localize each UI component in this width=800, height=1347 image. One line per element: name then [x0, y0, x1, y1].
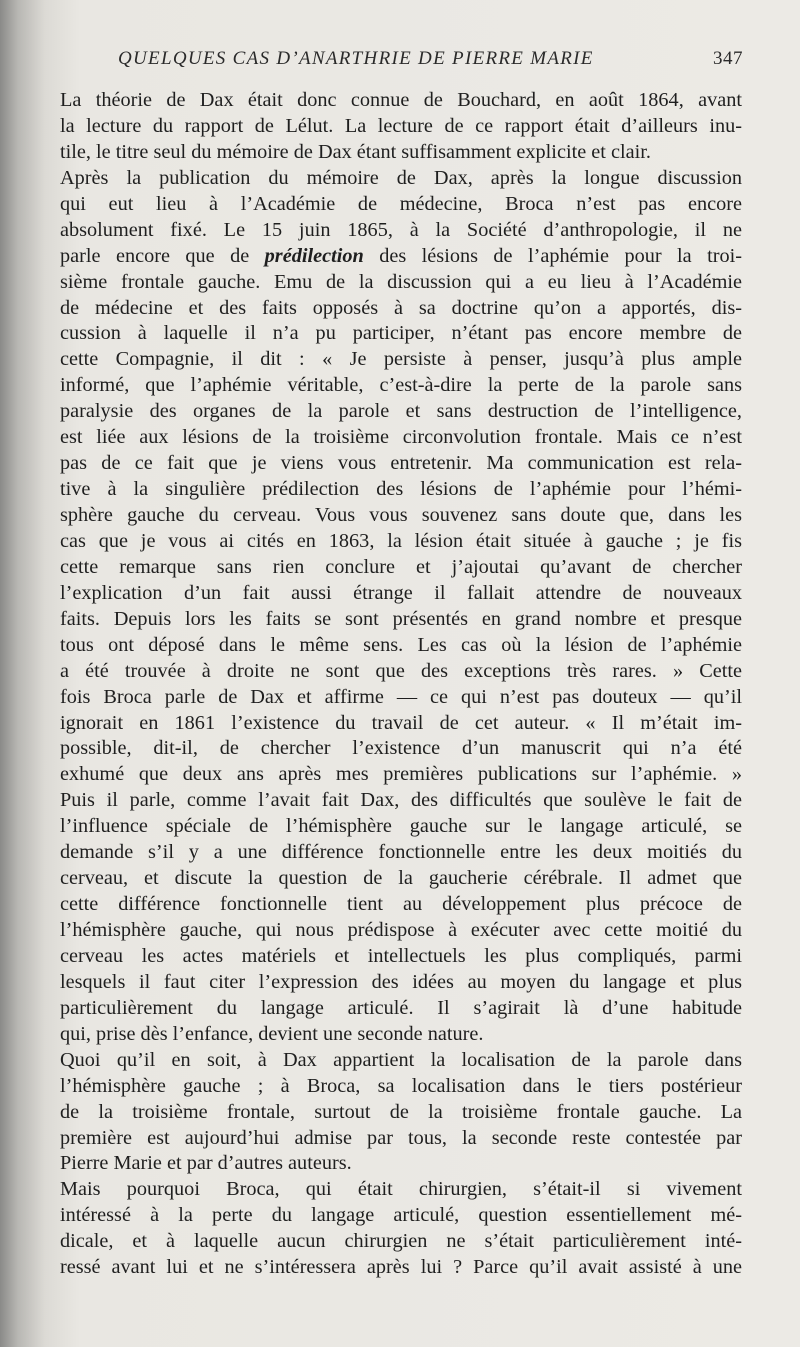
- text-line: [60, 970, 742, 996]
- text-line: [60, 762, 742, 788]
- text-line-content: lesquels il faut citer l’expression des idées au moyen du langage et plus: [60, 970, 742, 993]
- text-line-content: informé, que l’aphémie véritable, c’est-à-dire la perte de la parole sans: [60, 374, 742, 397]
- text-line-segment: parle encore que de: [60, 244, 250, 267]
- text-line: [60, 347, 742, 373]
- text-line: [60, 373, 742, 399]
- text-line: [60, 607, 742, 633]
- text-line-content: Puis il parle, comme l’avait fait Dax, des difficultés que soulève le fait de: [60, 789, 742, 812]
- text-line: [60, 296, 742, 322]
- text-line: [60, 88, 742, 114]
- text-line: [60, 996, 742, 1022]
- text-line: [60, 399, 742, 425]
- text-line-content: absolument fixé. Le 15 juin 1865, à la Société d’anthropologie, il ne: [60, 218, 742, 241]
- text-line: [60, 944, 742, 970]
- text-line-content: exhumé que deux ans après mes premières publications sur l’aphémie. »: [60, 763, 742, 786]
- text-line-content: possible, dit-il, de chercher l’existence d’un manuscrit qui n’a été: [60, 737, 742, 760]
- text-line: [60, 711, 742, 737]
- text-line: [60, 1126, 742, 1152]
- text-line-content: La théorie de Dax était donc connue de Bouchard, en août 1864, avant: [60, 89, 742, 111]
- text-line: [60, 736, 742, 762]
- text-line-content: sième frontale gauche. Emu de la discussion qui a eu lieu à l’Académie: [60, 270, 742, 293]
- text-line-content: l’influence spéciale de l’hémisphère gauche sur le langage articulé, se: [60, 815, 742, 838]
- text-line-content: ressé avant lui et ne s’intéressera après lui ? Parce qu’il avait assisté à une: [60, 1256, 742, 1279]
- text-line-content: sphère gauche du cerveau. Vous vous souvenez sans doute que, dans les: [60, 504, 742, 526]
- text-line-content: première est aujourd’hui admise par tous, la seconde reste contestée par: [60, 1126, 742, 1149]
- text-line-content: paralysie des organes de la parole et sans destruction de l’intelligence,: [60, 400, 742, 423]
- text-line-content: a été trouvée à droite ne sont que des exceptions très rares. » Cette: [60, 659, 742, 682]
- text-line-content: l’hémisphère gauche, qui nous prédispose à exécuter avec cette moitié du: [60, 919, 742, 941]
- emphasized-term: prédilection: [264, 244, 364, 267]
- text-line: [60, 425, 742, 451]
- text-line: [60, 555, 742, 581]
- text-line: [60, 1100, 742, 1126]
- text-line-content: Mais pourquoi Broca, qui était chirurgien, s’était-il si vivement: [60, 1178, 742, 1201]
- text-line-content: demande s’il y a une différence fonctionnelle entre les deux moitiés du: [60, 841, 742, 864]
- text-line: [60, 244, 742, 270]
- text-line: [60, 321, 742, 347]
- text-line-content: faits. Depuis lors les faits se sont présentés en grand nombre et presque: [60, 607, 742, 630]
- text-line-content: cerveau les actes matériels et intellectuels les plus compliqués, parmi: [60, 944, 742, 967]
- text-line-content: Après la publication du mémoire de Dax, après la longue discussion: [60, 166, 742, 189]
- text-line: [60, 1151, 742, 1177]
- text-line: [60, 192, 742, 218]
- text-line: [60, 477, 742, 503]
- text-line: [60, 270, 742, 296]
- text-line-content: cerveau, et discute la question de la gaucherie cérébrale. Il admet que: [60, 867, 742, 890]
- text-line: [60, 918, 742, 944]
- text-line-content: qui eut lieu à l’Académie de médecine, Broca n’est pas encore: [60, 192, 742, 215]
- text-line: [60, 1203, 742, 1229]
- text-line: [60, 1048, 742, 1074]
- text-line-content: Quoi qu’il en soit, à Dax appartient la localisation de la parole dans: [60, 1048, 742, 1071]
- text-line-content: tous ont déposé dans le même sens. Les cas où la lésion de l’aphémie: [60, 633, 742, 656]
- text-line-content: cussion à laquelle il n’a pu participer, n’étant pas encore membre de: [60, 322, 742, 345]
- text-line: [60, 1074, 742, 1100]
- text-line-content: tile, le titre seul du mémoire de Dax étant suffisamment explicite et clair.: [60, 140, 651, 163]
- text-line-content: cette Compagnie, il dit : « Je persiste à penser, jusqu’à plus ample: [60, 348, 742, 371]
- text-line-content: dicale, et à laquelle aucun chirurgien ne s’était particulièrement inté-: [60, 1230, 742, 1253]
- text-line-content: ignorait en 1861 l’existence du travail de cet auteur. « Il m’était im-: [60, 711, 742, 734]
- text-line-content: cette différence fonctionnelle tient au développement plus précoce de: [60, 893, 742, 916]
- text-line-content: qui, prise dès l’enfance, devient une seconde nature.: [60, 1022, 484, 1045]
- text-line-content: l’hémisphère gauche ; à Broca, sa localisation dans le tiers postérieur: [60, 1074, 742, 1097]
- text-line-content: pas de ce fait que je viens vous entretenir. Ma communication est rela-: [60, 452, 742, 475]
- text-line: [60, 788, 742, 814]
- text-line: [60, 451, 742, 477]
- text-line: [60, 685, 742, 711]
- text-line: [60, 659, 742, 685]
- text-line: [60, 1255, 742, 1281]
- text-line: [60, 503, 742, 529]
- text-line: [60, 218, 742, 244]
- text-line: [60, 140, 742, 166]
- text-line: [60, 892, 742, 918]
- running-head: QUELQUES CAS D’ANARTHRIE DE PIERRE MARIE: [118, 48, 594, 69]
- text-line: [60, 1177, 742, 1203]
- text-line-content: de la troisième frontale, surtout de la troisième frontale gauche. La: [60, 1100, 742, 1123]
- text-line: [60, 581, 742, 607]
- text-line-content: la lecture du rapport de Lélut. La lecture de ce rapport était d’ailleurs inu-: [60, 114, 742, 137]
- text-line-segment: des lésions de l’aphémie pour la troi-: [379, 244, 742, 267]
- text-line: [60, 166, 742, 192]
- text-line-content: particulièrement du langage articulé. Il s’agirait là d’une habitude: [60, 996, 742, 1019]
- body-text: [60, 88, 742, 1281]
- text-line: [60, 1022, 742, 1048]
- text-line-content: de médecine et des faits opposés à sa doctrine qu’on a apportés, dis-: [60, 296, 742, 319]
- text-line-content: est liée aux lésions de la troisième circonvolution frontale. Mais ce n’est: [60, 426, 742, 449]
- text-line-content: fois Broca parle de Dax et affirme — ce qui n’est pas douteux — qu’il: [60, 685, 742, 708]
- text-line: [60, 529, 742, 555]
- text-line-content: cette remarque sans rien conclure et j’ajoutai qu’avant de chercher: [60, 555, 742, 578]
- text-line: [60, 1229, 742, 1255]
- text-line: [60, 866, 742, 892]
- page-number: 347: [713, 48, 743, 69]
- text-line-content: cas que je vous ai cités en 1863, la lésion était située à gauche ; je fis: [60, 529, 742, 552]
- text-line: [60, 814, 742, 840]
- text-line-content: intéressé à la perte du langage articulé, question essentiellement mé-: [60, 1204, 742, 1227]
- text-line: [60, 840, 742, 866]
- text-line: [60, 114, 742, 140]
- text-line-content: tive à la singulière prédilection des lésions de l’aphémie pour l’hémi-: [60, 478, 742, 501]
- text-line-content: Pierre Marie et par d’autres auteurs.: [60, 1152, 352, 1175]
- page-header: [0, 48, 800, 74]
- text-line-content: l’explication d’un fait aussi étrange il fallait attendre de nouveaux: [60, 581, 742, 604]
- text-line: [60, 633, 742, 659]
